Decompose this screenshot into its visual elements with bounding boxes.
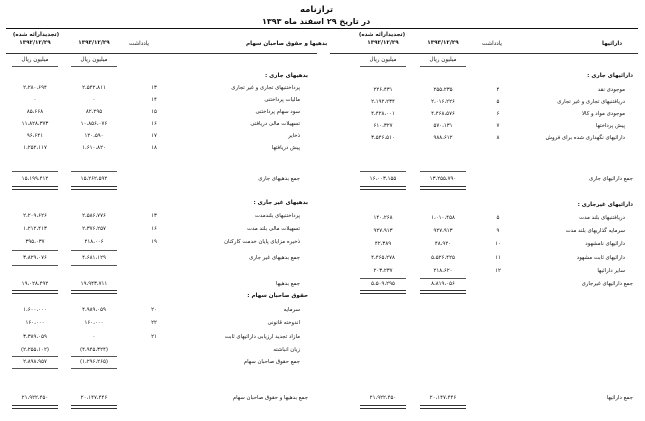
row-current-year: ۸۲،۲۹۵ — [85, 109, 103, 115]
equity-total-cy: (۱،۲۹۶،۲۶۵) — [80, 359, 108, 365]
liabilities-current-year: ۱۳۹۳/۱۲/۲۹ — [78, 40, 110, 46]
current-liabilities-total-label: جمع بدهیهای جاری — [258, 176, 300, 182]
row-prior-year: ۱،۲۵۲،۱۱۷ — [23, 145, 47, 151]
row-current-year: ۱۶۰،۰۰۰ — [84, 320, 104, 326]
assets-prior-unit-rule — [360, 66, 406, 67]
liabilities-total-cy: ۱۹،۹۴۳،۷۱۱ — [80, 281, 108, 287]
row-current-year: ۲،۵۴۲،۸۱۱ — [82, 85, 106, 91]
grand-total-double-rule — [420, 405, 466, 409]
row-current-year: ۵،۵۲۶،۴۲۵ — [431, 255, 455, 261]
total-double-rule — [71, 186, 117, 190]
total-double-rule — [12, 186, 58, 190]
liabilities-section-title: بدهیها و حقوق صاحبان سهام — [246, 41, 328, 47]
row-note: ۱۳ — [151, 85, 157, 91]
row-note: ۴ — [496, 87, 500, 93]
row-prior-year: ۴۲،۳۸۹ — [374, 241, 392, 247]
row-prior-year: ۳،۵۴۶،۵۱۰ — [371, 135, 395, 141]
row-label: ذخیره مزایای پایان خدمت کارکنان — [224, 239, 300, 245]
row-label: پرداختنیهای تجاری و غیر تجاری — [231, 85, 300, 91]
row-note: ۶ — [496, 111, 500, 117]
subtotal-rule — [12, 356, 58, 357]
row-note: ۱۲ — [495, 268, 501, 274]
assets-grand-total-py: ۲۱،۹۲۲،۴۵۰ — [369, 395, 397, 401]
total-double-rule — [420, 290, 466, 294]
row-prior-year: ۱،۲۱۲،۴۱۳ — [23, 226, 47, 232]
liabilities-equity-grand-total-label: جمع بدهیها و حقوق صاحبان سهام — [232, 395, 308, 401]
subtotal-rule — [12, 250, 58, 251]
liabilities-equity-grand-total-py: ۲۱،۹۲۲،۴۵۰ — [21, 395, 49, 401]
subtotal-rule — [360, 171, 406, 172]
row-label: زیان انباشته — [273, 347, 300, 353]
assets-current-year: ۱۳۹۳/۱۲/۲۹ — [427, 40, 459, 46]
assets-grand-total-label: جمع دارائیها — [606, 395, 633, 401]
row-label: مالیات پرداختنی — [264, 97, 300, 103]
equity-total-label: جمع حقوق صاحبان سهام — [243, 359, 300, 365]
row-label: پرداختنیهای بلندمدت — [254, 213, 300, 219]
row-prior-year: ۴،۴۲۸،۰۰۱ — [371, 111, 395, 117]
row-prior-year: ۳۹۵،۰۳۷ — [25, 239, 45, 245]
liabilities-header-rule — [6, 53, 317, 54]
noncurrent-liabilities-total-cy: ۴،۶۸۱،۱۲۹ — [82, 255, 106, 261]
row-current-year: ۱،۰۱۰،۴۵۸ — [431, 215, 455, 221]
row-label: سود سهام پرداختنی — [255, 109, 300, 115]
row-label: تسهیلات مالی بلند مدت — [246, 226, 300, 232]
liabilities-note-header: یادداشت — [129, 41, 149, 47]
row-current-year: ۲،۵۸۶،۷۷۶ — [82, 213, 106, 219]
row-label: دریافتنیهای تجاری و غیر تجاری — [557, 99, 625, 105]
row-prior-year: ۱۶۰،۰۰۰ — [25, 320, 45, 326]
noncurrent-assets-total-cy: ۸،۸۱۹،۰۵۶ — [431, 281, 455, 287]
row-current-year: (۴،۹۴۵،۳۲۴) — [80, 347, 108, 353]
subtotal-rule — [12, 368, 58, 369]
row-label: دارائیهای نگهداری شده برای فروش — [545, 135, 625, 141]
row-current-year: ۲۵۵،۲۳۵ — [433, 87, 453, 93]
total-double-rule — [12, 290, 58, 294]
row-label: دریافتنیهای بلند مدت — [579, 215, 625, 221]
noncurrent-assets-total-label: جمع دارائیهای غیرجاری — [581, 281, 633, 287]
row-current-year: ۲،۳۷۶،۲۵۷ — [82, 226, 106, 232]
row-note: ۱۵ — [151, 109, 157, 115]
current-assets-total-py: ۱۶،۰۰۳،۱۵۵ — [369, 176, 397, 182]
current-assets-total-label: جمع دارائیهای جاری — [588, 176, 633, 182]
row-current-year: ۴،۹۸۹،۰۵۹ — [82, 307, 106, 313]
liabilities-prior-unit: میلیون ریال — [21, 57, 49, 63]
row-current-year: ۰ — [92, 334, 96, 340]
subtotal-rule — [420, 278, 466, 279]
row-prior-year: ۲۲۶،۴۳۱ — [373, 87, 393, 93]
row-label: سرمایه — [283, 307, 300, 313]
row-note: ۹ — [496, 228, 500, 234]
total-double-rule — [360, 290, 406, 294]
row-current-year: ۱۲۰،۵۹۰ — [84, 133, 104, 139]
row-current-year: ۵۷۰،۱۳۱ — [433, 123, 453, 129]
subtotal-rule — [12, 265, 58, 266]
subtotal-rule — [360, 278, 406, 279]
row-label: پیش پرداختها — [595, 123, 625, 129]
noncurrent-liabilities-total-label: جمع بدهیهای غیر جاری — [249, 255, 300, 261]
subtotal-rule — [71, 356, 117, 357]
row-label: دارائیهای ثابت مشهود — [576, 255, 625, 261]
noncurrent-liabilities-heading: بدهیهای غیر جاری : — [253, 200, 308, 206]
row-prior-year: ۸۵،۶۶۸ — [26, 109, 44, 115]
assets-prior-restated: (تجدیدارائه شده) — [358, 32, 406, 38]
row-label: پیش دریافتها — [271, 145, 300, 151]
current-assets-total-cy: ۱۳،۲۵۵،۷۹۰ — [429, 176, 457, 182]
subtotal-rule — [71, 368, 117, 369]
row-current-year: ۴۸،۹۲۰ — [434, 241, 452, 247]
row-note: ۱۰ — [495, 241, 501, 247]
subtotal-rule — [12, 171, 58, 172]
row-note: ۱۳ — [151, 213, 157, 219]
assets-current-unit-rule — [420, 66, 466, 67]
grand-total-double-rule — [71, 405, 117, 409]
total-double-rule — [71, 290, 117, 294]
row-label: موجودی مواد و کالا — [581, 111, 625, 117]
header-rule-top — [6, 28, 638, 29]
row-note: ۲۲ — [151, 320, 157, 326]
current-liabilities-total-cy: ۱۵،۲۶۲،۵۹۲ — [80, 176, 108, 182]
row-note: ۸ — [496, 135, 500, 141]
equity-heading: حقوق صاحبان سهام : — [247, 293, 308, 299]
row-current-year: ۹۲۷،۹۱۳ — [433, 228, 453, 234]
row-prior-year: (۲،۲۵۵،۱۰۲) — [21, 347, 49, 353]
document-subtitle: در تاریخ ۲۹ اسفند ماه ۱۳۹۳ — [262, 17, 371, 26]
subtotal-rule — [71, 171, 117, 172]
row-current-year: ۲،۰۱۶،۲۲۶ — [431, 99, 455, 105]
noncurrent-assets-total-py: ۵،۵۰۹،۲۹۵ — [371, 281, 395, 287]
liabilities-prior-year: ۱۳۹۲/۱۲/۲۹ — [19, 40, 51, 46]
assets-current-unit: میلیون ریال — [429, 57, 457, 63]
noncurrent-liabilities-total-py: ۳،۸۲۹،۰۷۶ — [23, 255, 47, 261]
row-label: مازاد تجدید ارزیابی دارائیهای ثابت — [224, 334, 300, 340]
row-label: سایر دارائیها — [597, 268, 625, 274]
row-current-year: ۲۱۸،۶۲۰ — [433, 268, 453, 274]
row-current-year: ۹۸۸،۶۱۲ — [433, 135, 453, 141]
current-liabilities-total-py: ۱۵،۱۹۹،۴۱۲ — [21, 176, 49, 182]
row-note: ۱۸ — [151, 145, 157, 151]
row-current-year: ۴۱۸،۰۰۶ — [84, 239, 104, 245]
row-prior-year: ۹۶،۶۴۱ — [26, 133, 44, 139]
grand-total-double-rule — [360, 405, 406, 409]
row-prior-year: ۲،۱۹۲،۲۳۴ — [371, 99, 395, 105]
row-prior-year: ۹۲۷،۹۱۳ — [373, 228, 393, 234]
row-note: ۷ — [496, 123, 500, 129]
assets-note-header: یادداشت — [482, 41, 502, 47]
assets-grand-total-cy: ۲۰،۱۴۷،۴۴۶ — [429, 395, 457, 401]
row-prior-year: ۲،۲۸۰،۶۹۴ — [23, 85, 47, 91]
row-prior-year: ۱،۶۰۰،۰۰۰ — [23, 307, 47, 313]
row-prior-year: ۲،۲۰۹،۶۲۶ — [23, 213, 47, 219]
row-note: ۱۹ — [151, 239, 157, 245]
assets-section-title: دارائیها — [602, 41, 623, 47]
assets-prior-unit: میلیون ریال — [369, 57, 397, 63]
liabilities-prior-unit-rule — [12, 66, 58, 67]
row-prior-year: ۳،۳۸۹،۰۵۹ — [23, 334, 47, 340]
subtotal-rule — [420, 171, 466, 172]
row-prior-year: ۴،۴۶۵،۲۷۸ — [371, 255, 395, 261]
row-current-year: ۴،۴۶۸،۵۷۶ — [431, 111, 455, 117]
assets-header-rule — [330, 53, 638, 54]
document-title: ترازنامه — [300, 5, 334, 15]
row-label: سرمایه گذاریهای بلند مدت — [565, 228, 625, 234]
current-liabilities-heading: بدهیهای جاری : — [264, 73, 308, 79]
equity-total-py: ۲،۸۹۸،۹۵۷ — [23, 359, 47, 365]
row-prior-year: ۲۰۳،۲۳۷ — [373, 268, 393, 274]
liabilities-total-label: جمع بدهیها — [276, 281, 300, 287]
row-note: ۲۰ — [151, 307, 157, 313]
noncurrent-assets-heading: دارائیهای غیرجاری : — [577, 202, 633, 208]
row-note: ۱۶ — [151, 121, 157, 127]
row-label: موجودی نقد — [597, 87, 625, 93]
total-double-rule — [420, 186, 466, 190]
row-current-year: ۱۰،۸۵۶،۰۷۶ — [80, 121, 108, 127]
row-note: ۲۱ — [151, 334, 157, 340]
row-note: ۵ — [496, 215, 500, 221]
row-prior-year: ۱۱،۸۲۸،۳۷۳ — [21, 121, 49, 127]
liabilities-prior-restated: (تجدیدارائه شده) — [12, 32, 60, 38]
row-current-year: ۰ — [92, 97, 96, 103]
row-label: دارائیهای نامشهود — [585, 241, 625, 247]
assets-prior-year: ۱۳۹۲/۱۲/۲۹ — [367, 40, 399, 46]
row-note: ۵ — [496, 99, 500, 105]
liabilities-total-py: ۱۹،۰۲۸،۴۹۲ — [21, 281, 49, 287]
row-prior-year: ۶۱۰،۳۲۷ — [373, 123, 393, 129]
row-note: ۱۶ — [151, 226, 157, 232]
liabilities-current-unit-rule — [71, 66, 117, 67]
row-note: ۱۴ — [151, 97, 157, 103]
row-label: ذخایر — [288, 133, 300, 139]
subtotal-rule — [71, 265, 117, 266]
row-note: ۱۷ — [151, 133, 157, 139]
liabilities-current-unit: میلیون ریال — [80, 57, 108, 63]
row-current-year: ۱،۶۱۰،۸۲۰ — [82, 145, 106, 151]
row-prior-year: ۰ — [33, 97, 37, 103]
grand-total-double-rule — [12, 405, 58, 409]
liabilities-equity-grand-total-cy: ۲۰،۱۴۷،۴۴۶ — [80, 395, 108, 401]
total-double-rule — [360, 186, 406, 190]
subtotal-rule — [71, 250, 117, 251]
row-label: اندوخته قانونی — [267, 320, 300, 326]
row-note: ۱۱ — [495, 255, 501, 261]
row-prior-year: ۱۴۰،۲۶۸ — [373, 215, 393, 221]
current-assets-heading: دارائیهای جاری : — [587, 73, 633, 79]
row-label: تسهیلات مالی دریافتی — [250, 121, 300, 127]
